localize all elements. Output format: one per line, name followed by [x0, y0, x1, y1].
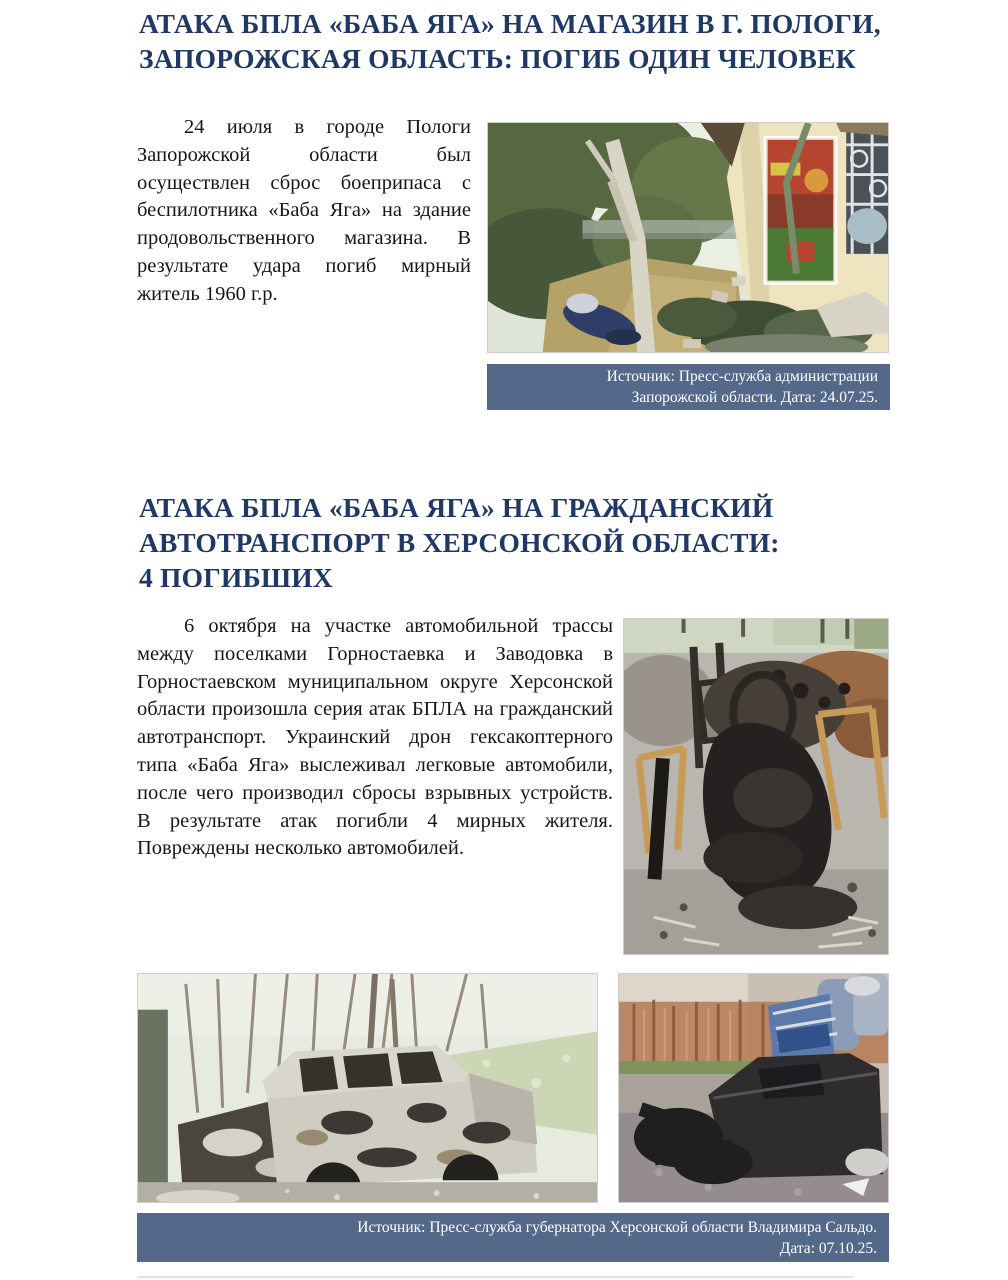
page-bottom-rule [137, 1276, 853, 1278]
pology-caption-bar [487, 364, 890, 410]
section-pology-paragraph: 24 июля в городе Пологи Запорожской области был осуществлен сброс боеприпаса с беспилотника «Баба Яга» на здание продовольственного магазина. В результате удара погиб мирный житель 1960 г.р. [137, 116, 471, 305]
heading-line: АТАКА БПЛА «БАБА ЯГА» НА МАГАЗИН В Г. ПОЛОГИ, [139, 8, 881, 39]
shop-damage-photo [487, 122, 889, 353]
kherson-caption-bar [137, 1213, 889, 1262]
section-pology-heading [139, 6, 909, 76]
burnt-interior-photo-art [624, 619, 888, 954]
caption-line: Источник: Пресс-служба губернатора Херсонской области Владимира Сальдо. [357, 1218, 877, 1236]
section-kherson-paragraph: 6 октября на участке автомобильной трассы между поселками Горностаевка и Заводовка в Горностаевском муниципальном округе Херсонской области произошла серия атак БПЛА на гражданский автотранспорт. Украинский дрон гексакоптерного типа «Баба Яга» выслеживал легковые автомобили, после чего производил сбросы взрывных устройств. В результате атак погибли 4 мирных жителя. Повреждены несколько автомобилей. [137, 615, 613, 860]
section-kherson-heading [139, 490, 909, 595]
crushed-car-photo-art [619, 974, 888, 1202]
shop-damage-photo-art [488, 123, 888, 352]
caption-line: Запорожской области. Дата: 24.07.25. [631, 389, 878, 406]
burnt-sedan-photo [137, 973, 598, 1203]
crushed-car-photo [618, 973, 889, 1203]
burnt-sedan-photo-art [138, 974, 597, 1202]
heading-line: ЗАПОРОЖСКАЯ ОБЛАСТЬ: ПОГИБ ОДИН ЧЕЛОВЕК [139, 43, 856, 74]
heading-line: 4 ПОГИБШИХ [139, 562, 333, 593]
heading-line: АВТОТРАНСПОРТ В ХЕРСОНСКОЙ ОБЛАСТИ: [139, 527, 780, 558]
heading-line: АТАКА БПЛА «БАБА ЯГА» НА ГРАЖДАНСКИЙ [139, 492, 774, 523]
burnt-interior-photo [623, 618, 889, 955]
caption-line: Источник: Пресс-служба администрации [606, 368, 878, 385]
caption-line: Дата: 07.10.25. [779, 1239, 877, 1257]
